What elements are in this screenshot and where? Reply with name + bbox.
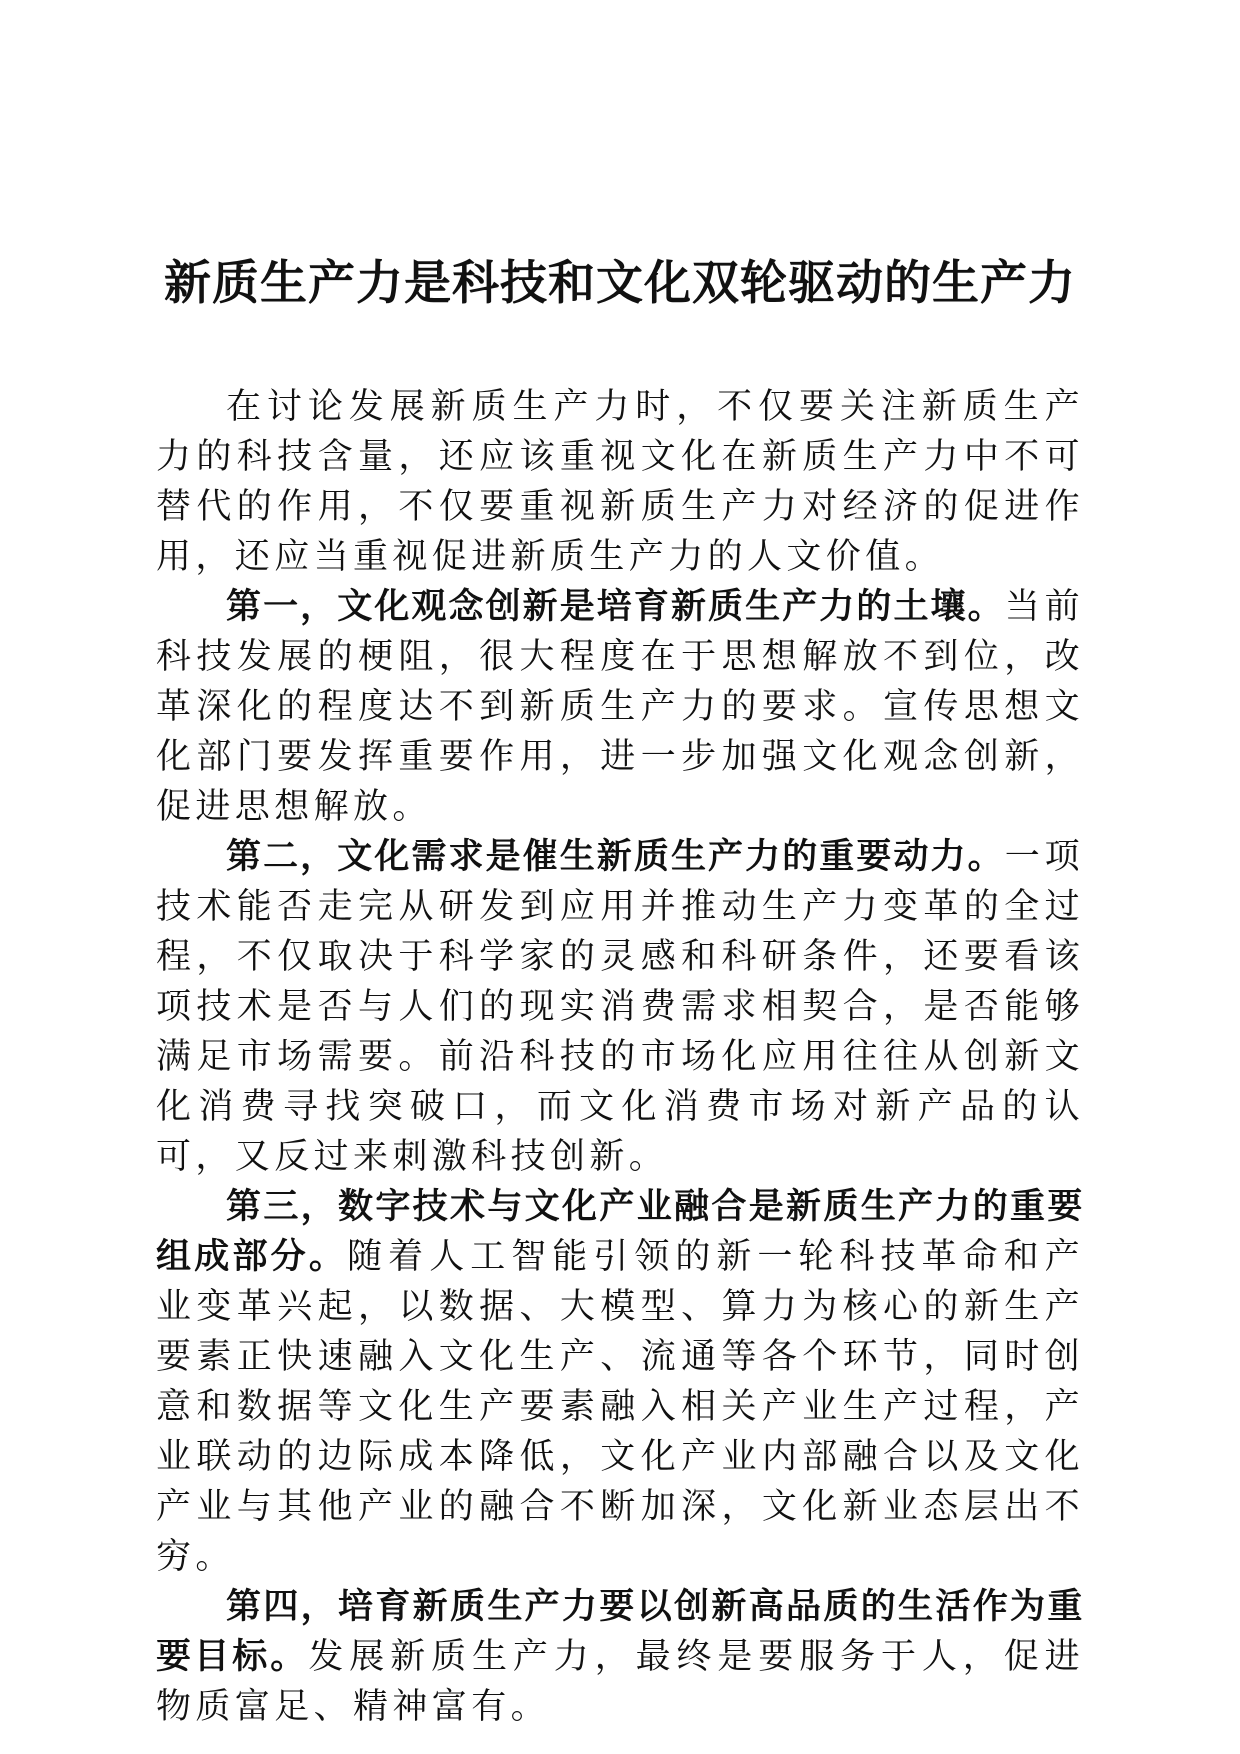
paragraph-lead: 第二，文化需求是催生新质生产力的重要动力。 bbox=[226, 836, 1005, 877]
document-title: 新质生产力是科技和文化双轮驱动的生产力 bbox=[164, 256, 1076, 311]
paragraph-text: 当前科技发展的梗阻，很大程度在于思想解放不到位，改革深化的程度达不到新质生产力的要求。宣传思想文化部门要发挥重要作用，进一步加强文化观念创新，促进思想解放。 bbox=[156, 587, 1084, 827]
paragraph-third-point bbox=[156, 1182, 1084, 1582]
paragraph-lead: 第一，文化观念创新是培育新质生产力的土壤。 bbox=[226, 586, 1005, 627]
paragraph-lead: 第四，培育新质生产力要以创新高品质的生活作为重要目标。 bbox=[156, 1586, 1084, 1677]
paragraph-fourth-point bbox=[156, 1582, 1084, 1732]
paragraph-second-point bbox=[156, 832, 1084, 1182]
paragraph-text: 一项技术能否走完从研发到应用并推动生产力变革的全过程，不仅取决于科学家的灵感和科研条件，还要看该项技术是否与人们的现实消费需求相契合，是否能够满足市场需要。前沿科技的市场化应用往往从创新文化消费寻找突破口，而文化消费市场对新产品的认可，又反过来刺激科技创新。 bbox=[156, 837, 1084, 1177]
paragraph-first-point bbox=[156, 582, 1084, 832]
paragraph-intro bbox=[156, 382, 1084, 582]
paragraph-text: 在讨论发展新质生产力时，不仅要关注新质生产力的科技含量，还应该重视文化在新质生产力中不可替代的作用，不仅要重视新质生产力对经济的促进作用，还应当重视促进新质生产力的人文价值。 bbox=[156, 387, 1084, 577]
paragraph-text: 发展新质生产力，最终是要服务于人，促进物质富足、精神富有。 bbox=[156, 1637, 1084, 1727]
document-body bbox=[156, 382, 1084, 1732]
paragraph-text: 随着人工智能引领的新一轮科技革命和产业变革兴起，以数据、大模型、算力为核心的新生产要素正快速融入文化生产、流通等各个环节，同时创意和数据等文化生产要素融入相关产业生产过程，产业联动的边际成本降低，文化产业内部融合以及文化产业与其他产业的融合不断加深，文化新业态层出不穷。 bbox=[156, 1237, 1084, 1577]
paragraph-lead: 第三，数字技术与文化产业融合是新质生产力的重要组成部分。 bbox=[156, 1186, 1084, 1277]
